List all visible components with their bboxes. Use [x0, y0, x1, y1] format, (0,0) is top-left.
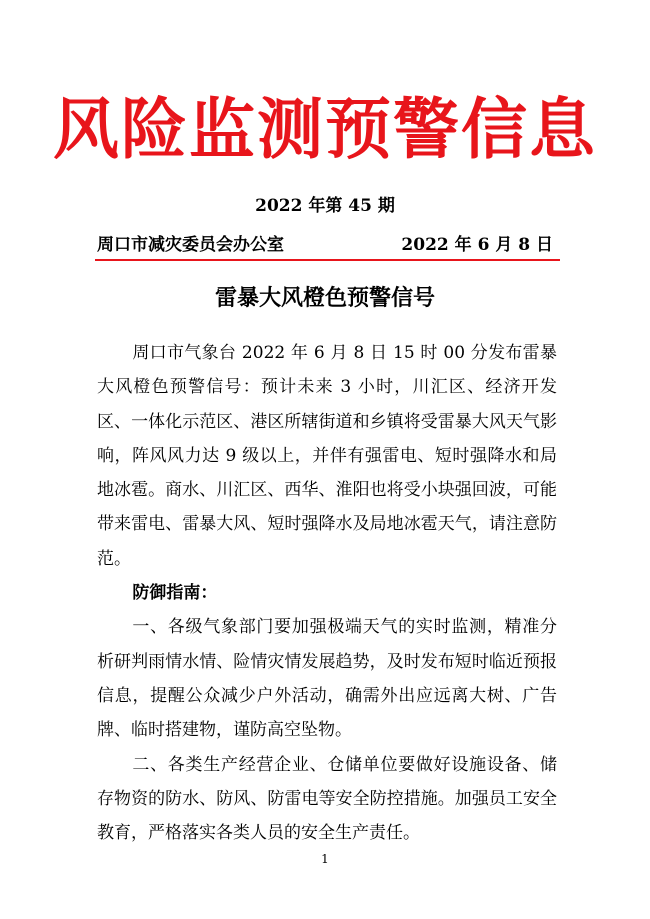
page-number: 1: [321, 852, 329, 866]
document-headline: 雷暴大风橙色预警信号: [214, 285, 435, 311]
issue-number: 2022 年第 45 期: [255, 196, 395, 216]
issuing-office: 周口市减灾委员会办公室: [97, 235, 284, 255]
issue-date: 2022 年 6 月 8 日: [401, 235, 553, 255]
document-body: [97, 336, 557, 850]
guide-item-1: 一、各级气象部门要加强极端天气的实时监测，精准分析研判雨情水情、险情灾情发展趋势，及时发布短时临近预报信息，提醒公众减少户外活动，确需外出应远离大树、广告牌、临时搭建物，谨防高空坠物。: [97, 617, 557, 741]
intro-paragraph: 周口市气象台 2022 年 6 月 8 日 15 时 00 分发布雷暴大风橙色预警信号：预计未来 3 小时，川汇区、经济开发区、一体化示范区、港区所辖街道和乡镇将受雷暴大风天气影响，阵风风力达 9 级以上，并伴有强雷电、短时强降水和局地冰雹。商水、川汇区、西华、淮阳也将受小块强回波，可能带来雷电、雷暴大风、短时强降水及局地冰雹天气，请注意防范。: [97, 343, 557, 569]
masthead-title: 风险监测预警信息: [53, 90, 597, 168]
red-divider-line: [95, 259, 560, 261]
guide-item-2: 二、各类生产经营企业、仓储单位要做好设施设备、储存物资的防水、防风、防雷电等安全防控措施。加强员工安全教育，严格落实各类人员的安全生产责任。: [97, 754, 557, 844]
defense-guide-heading: 防御指南：: [132, 583, 218, 604]
issuer-row: [95, 232, 555, 258]
